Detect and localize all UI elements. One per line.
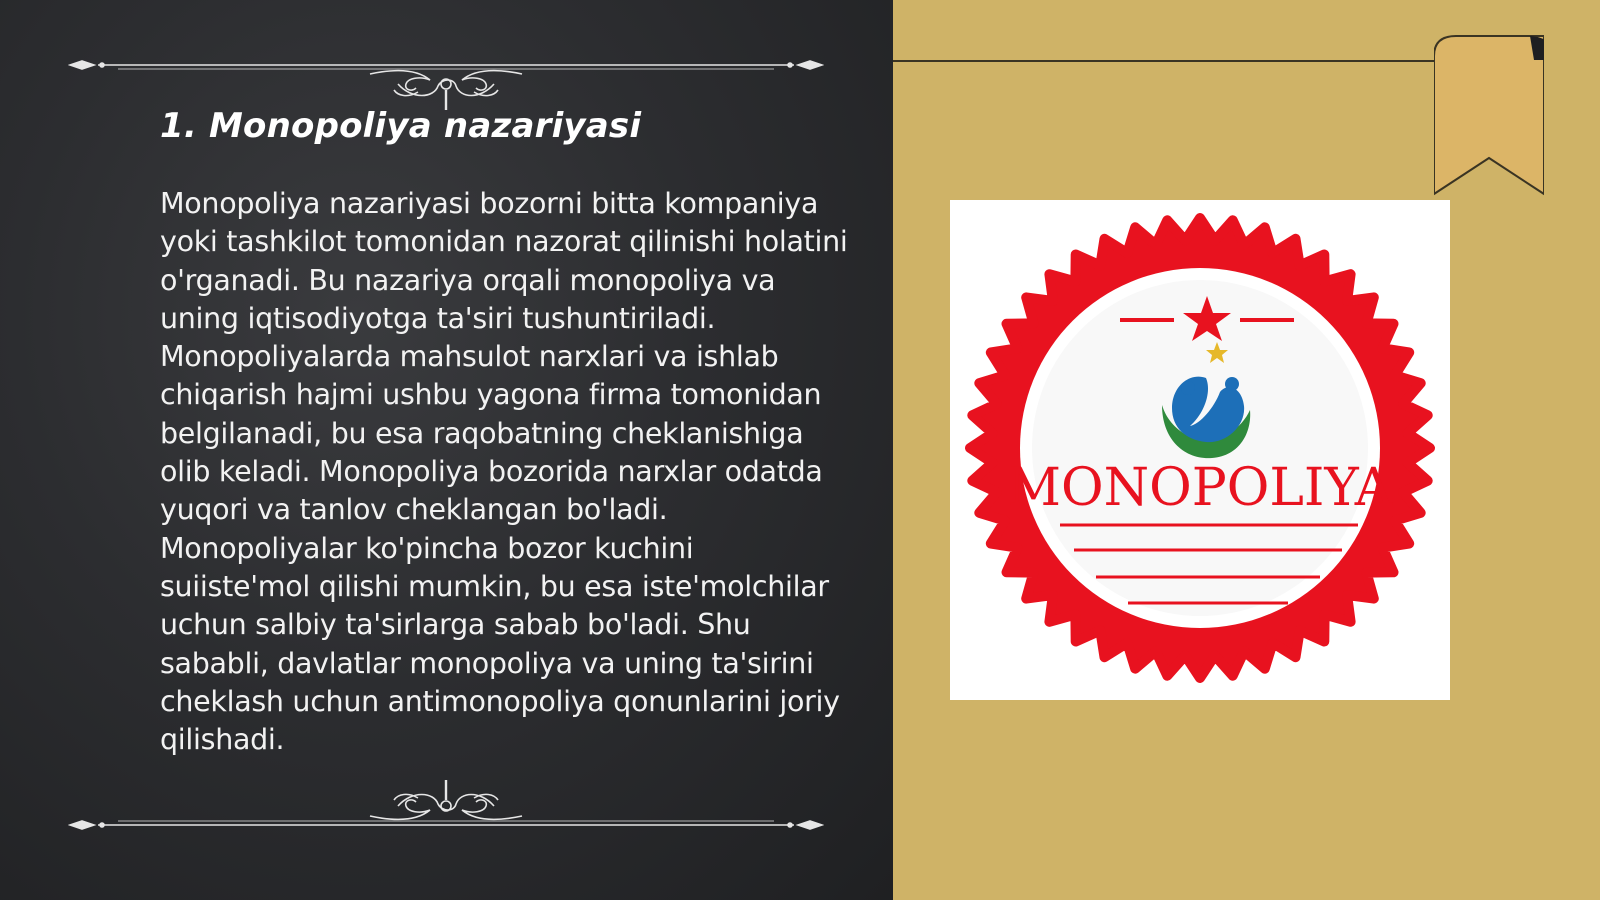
bookmark-ribbon-icon [1434,34,1544,204]
divider-line [893,60,1439,62]
monopoly-seal-icon [950,200,1450,700]
seal-label: MONOPOLIYA [1007,458,1393,518]
monopoly-seal-image [950,200,1450,700]
ornament-bottom-icon [68,772,824,834]
slide-body-text: Monopoliya nazariyasi bozorni bitta kompaniya yoki tashkilot tomonidan nazorat qilinishi holatini o'rganadi. Bu nazariya orqali monopoliya va uning iqtisodiyotga ta'siri tushuntiriladi. Monopoliyalarda mahsulot narxlari va ishlab chiqarish hajmi ushbu yagona firma tomonidan belgilanadi, bu esa raqobatning cheklanishiga olib keladi. Monopoliya bozorida narxlar odatda yuqori va tanlov cheklangan bo'ladi. Monopoliyalar ko'pincha bozor kuchini suiiste'mol qilishi mumkin, bu esa iste'molchilar uchun salbiy ta'sirlarga sabab bo'ladi. Shu sababli, davlatlar monopoliya va uning ta'sirini cheklash uchun antimonopoliya qonunlarini joriy qilishadi. [160,187,848,757]
slide-title: 1. Monopoliya nazariyasi [160,106,642,146]
